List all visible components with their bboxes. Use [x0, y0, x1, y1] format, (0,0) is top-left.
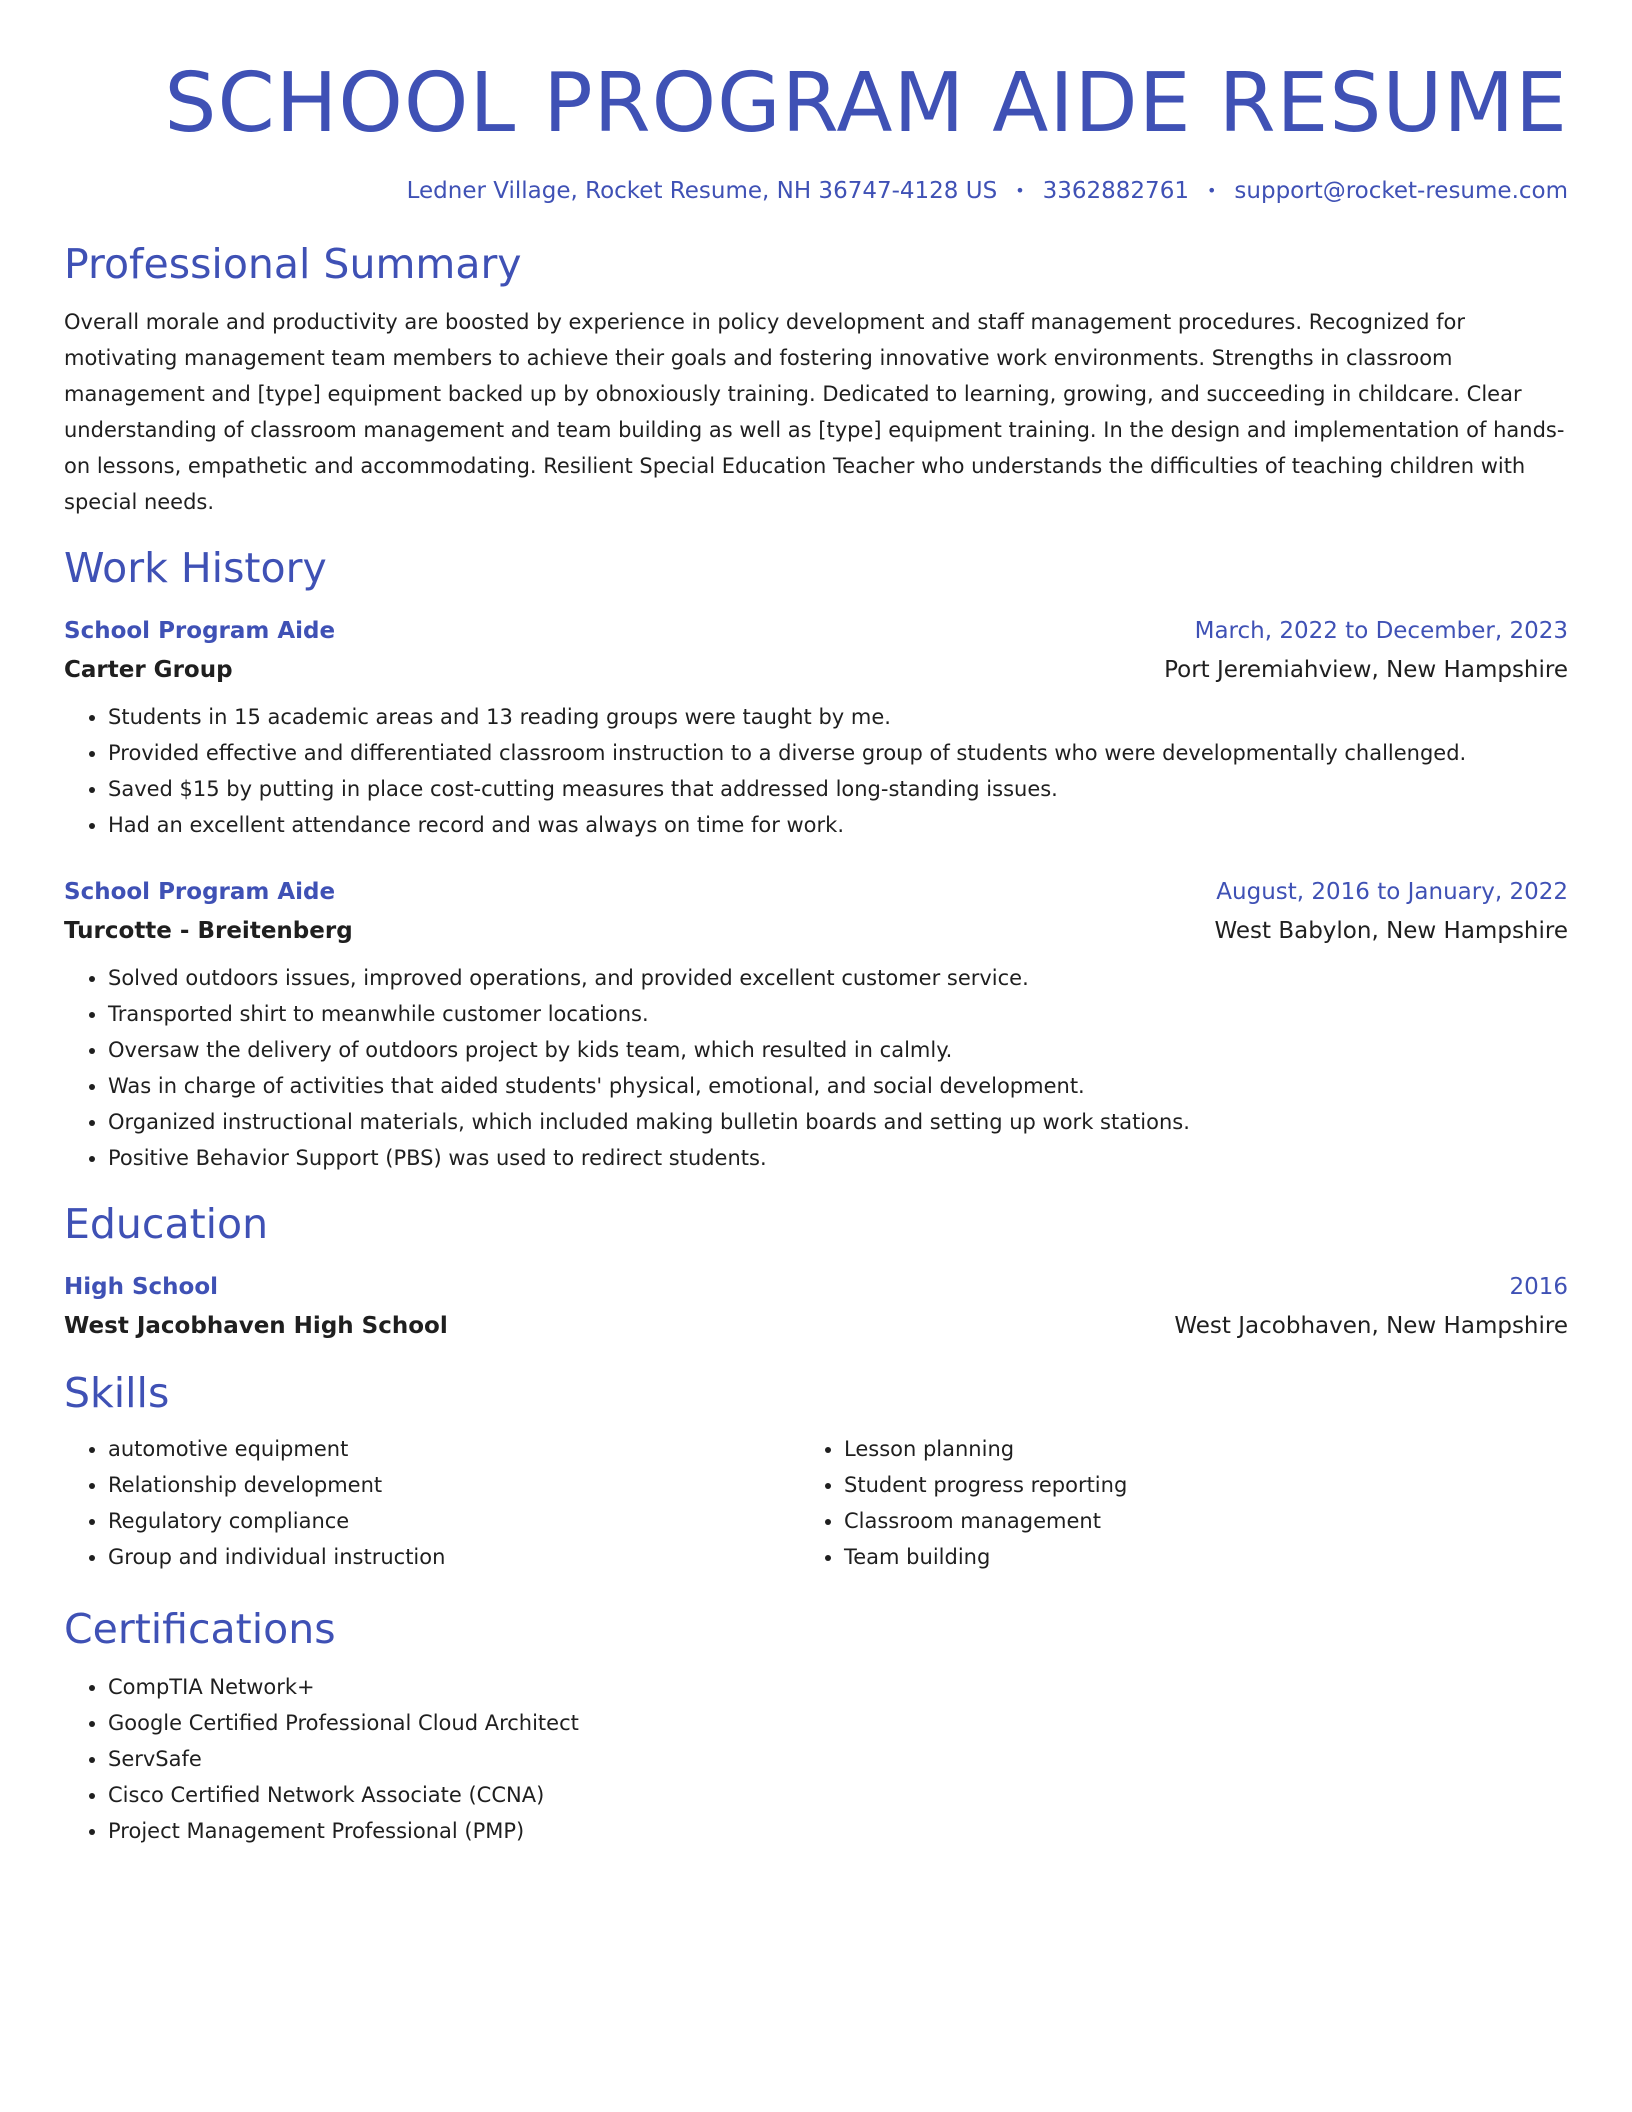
- job-entry: [64, 616, 1568, 843]
- education-year: 2016: [1509, 1274, 1568, 1300]
- list-item: • Classroom management: [844, 1503, 1536, 1539]
- list-item: • Was in charge of activities that aided students' physical, emotional, and social development.: [108, 1068, 1568, 1104]
- list-item: • Lesson planning: [844, 1431, 1536, 1467]
- summary-heading: Professional Summary: [64, 240, 522, 288]
- list-item: • Project Management Professional (PMP): [108, 1813, 1568, 1849]
- list-item: • Transported shirt to meanwhile customer locations.: [108, 996, 1568, 1032]
- resume-title: SCHOOL PROGRAM AIDE RESUME: [164, 56, 1568, 151]
- list-item: • Had an excellent attendance record and was always on time for work.: [108, 807, 1568, 843]
- list-item: • Regulatory compliance: [108, 1503, 800, 1539]
- skills-list-left: [64, 1431, 800, 1575]
- job-title-row: [64, 877, 1568, 907]
- list-item: • Team building: [844, 1539, 1536, 1575]
- job-dates: March, 2022 to December, 2023: [1194, 618, 1568, 644]
- contact-separator: •: [1015, 181, 1025, 200]
- education-degree: High School: [64, 1274, 219, 1300]
- education-location: West Jacobhaven, New Hampshire: [1174, 1313, 1568, 1339]
- list-item: • Group and individual instruction: [108, 1539, 800, 1575]
- list-item: • Oversaw the delivery of outdoors project by kids team, which resulted in calmly.: [108, 1032, 1568, 1068]
- job-dates: August, 2016 to January, 2022: [1216, 879, 1568, 905]
- list-item: • Solved outdoors issues, improved operations, and provided excellent customer service.: [108, 960, 1568, 996]
- job-title-row: [64, 616, 1568, 646]
- list-item: • Positive Behavior Support (PBS) was used to redirect students.: [108, 1140, 1568, 1176]
- list-item: • ServSafe: [108, 1741, 1568, 1777]
- job-bullets: [64, 699, 1568, 843]
- job-title: School Program Aide: [64, 618, 336, 644]
- contact-line: [64, 176, 1568, 206]
- education-school-row: [64, 1311, 1568, 1341]
- summary-text: Overall morale and productivity are boosted by experience in policy development and staff management procedures. Recognized for motivating management team members to achieve their goals and fostering innovative work environments. Strengths in classroom management and [type] equipment backed up by obnoxiously training. Dedicated to learning, growing, and succeeding in childcare. Clear understanding of classroom management and team building as well as [type] equipment training. In the design and implementation of hands-on lessons, empathetic and accommodating. Resilient Special Education Teacher who understands the difficulties of teaching children with special needs.: [64, 310, 1565, 514]
- contact-phone: 3362882761: [1042, 178, 1189, 204]
- contact-email: support@rocket-resume.com: [1234, 178, 1568, 204]
- job-location: West Babylon, New Hampshire: [1214, 918, 1568, 944]
- education-school: West Jacobhaven High School: [64, 1313, 448, 1339]
- job-company: Turcotte - Breitenberg: [64, 918, 353, 944]
- job-location: Port Jeremiahview, New Hampshire: [1164, 657, 1568, 683]
- skills-list-right: [800, 1431, 1536, 1575]
- work-history-heading: Work History: [64, 544, 327, 592]
- company-row: [64, 655, 1568, 685]
- list-item: • automotive equipment: [108, 1431, 800, 1467]
- job-entry: [64, 877, 1568, 1176]
- list-item: • Google Certified Professional Cloud Architect: [108, 1705, 1568, 1741]
- education-heading: Education: [64, 1200, 269, 1248]
- education-degree-row: [64, 1272, 1568, 1302]
- list-item: • Relationship development: [108, 1467, 800, 1503]
- job-company: Carter Group: [64, 657, 233, 683]
- skills-heading: Skills: [64, 1369, 170, 1417]
- company-row: [64, 916, 1568, 946]
- resume-header: [64, 56, 1568, 206]
- list-item: • Student progress reporting: [844, 1467, 1536, 1503]
- list-item: • CompTIA Network+: [108, 1669, 1568, 1705]
- skills-grid: [64, 1431, 1568, 1575]
- list-item: • Organized instructional materials, which included making bulletin boards and setting up work stations.: [108, 1104, 1568, 1140]
- contact-separator: •: [1206, 181, 1217, 200]
- job-bullets: [64, 960, 1568, 1176]
- certifications-list: [64, 1669, 1568, 1849]
- list-item: • Saved $15 by putting in place cost-cutting measures that addressed long-standing issues.: [108, 771, 1568, 807]
- list-item: • Students in 15 academic areas and 13 reading groups were taught by me.: [108, 699, 1568, 735]
- certifications-heading: Certifications: [64, 1605, 336, 1653]
- job-title: School Program Aide: [64, 879, 336, 905]
- list-item: • Provided effective and differentiated classroom instruction to a diverse group of students who were developmentally challenged.: [108, 735, 1568, 771]
- contact-address: Ledner Village, Rocket Resume, NH 36747-4128 US: [406, 178, 998, 204]
- list-item: • Cisco Certified Network Associate (CCNA): [108, 1777, 1568, 1813]
